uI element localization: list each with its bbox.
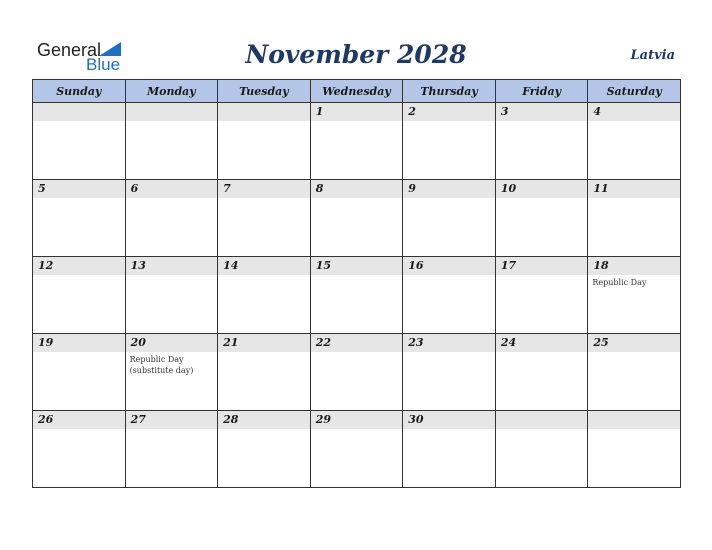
day-number — [496, 411, 588, 429]
weekday-header: Monday — [125, 80, 218, 103]
day-cell — [495, 257, 588, 334]
day-number: 18 — [588, 257, 680, 275]
day-number: 23 — [403, 334, 495, 352]
logo-blue-text: Blue — [86, 55, 121, 74]
day-number: 13 — [126, 257, 218, 275]
day-number: 24 — [496, 334, 588, 352]
day-number: 27 — [126, 411, 218, 429]
day-number: 26 — [33, 411, 125, 429]
logo-general-text: General — [37, 40, 102, 60]
weekday-header: Wednesday — [310, 80, 403, 103]
day-cell — [588, 334, 681, 411]
day-number: 20 — [126, 334, 218, 352]
weekday-header-row — [33, 80, 681, 103]
day-number — [126, 103, 218, 121]
day-number: 25 — [588, 334, 680, 352]
day-cell — [588, 257, 681, 334]
day-number: 10 — [496, 180, 588, 198]
weekday-header: Friday — [495, 80, 588, 103]
calendar-body — [33, 103, 681, 488]
day-number — [218, 103, 310, 121]
day-cell — [218, 180, 311, 257]
country-label: Latvia — [630, 48, 675, 63]
day-cell — [33, 180, 126, 257]
day-cell — [310, 411, 403, 488]
day-cell — [495, 103, 588, 180]
day-cell — [310, 103, 403, 180]
day-number: 21 — [218, 334, 310, 352]
day-cell — [310, 257, 403, 334]
day-cell — [125, 180, 218, 257]
week-row — [33, 180, 681, 257]
day-cell — [125, 334, 218, 411]
day-number: 9 — [403, 180, 495, 198]
week-row — [33, 103, 681, 180]
day-number: 12 — [33, 257, 125, 275]
day-number: 28 — [218, 411, 310, 429]
day-number: 30 — [403, 411, 495, 429]
day-cell — [403, 180, 496, 257]
day-cell — [218, 411, 311, 488]
day-number: 3 — [496, 103, 588, 121]
week-row — [33, 411, 681, 488]
day-cell — [33, 334, 126, 411]
day-cell — [218, 103, 311, 180]
day-cell — [218, 334, 311, 411]
day-number: 14 — [218, 257, 310, 275]
day-cell — [403, 257, 496, 334]
day-number: 4 — [588, 103, 680, 121]
weekday-header: Thursday — [403, 80, 496, 103]
day-number: 7 — [218, 180, 310, 198]
day-cell — [33, 411, 126, 488]
day-cell — [403, 103, 496, 180]
weekday-header: Saturday — [588, 80, 681, 103]
day-cell — [588, 411, 681, 488]
day-number: 29 — [311, 411, 403, 429]
day-number: 22 — [311, 334, 403, 352]
day-number: 2 — [403, 103, 495, 121]
day-cell — [125, 257, 218, 334]
weekday-header: Tuesday — [218, 80, 311, 103]
day-number: 15 — [311, 257, 403, 275]
day-cell — [588, 103, 681, 180]
day-cell — [125, 411, 218, 488]
holiday-label: Republic Day — [592, 278, 647, 287]
day-cell — [588, 180, 681, 257]
day-cell — [125, 103, 218, 180]
day-number: 17 — [496, 257, 588, 275]
day-cell — [218, 257, 311, 334]
day-number — [588, 411, 680, 429]
weekday-header: Sunday — [33, 80, 126, 103]
day-number: 5 — [33, 180, 125, 198]
week-row — [33, 334, 681, 411]
week-row — [33, 257, 681, 334]
day-number: 19 — [33, 334, 125, 352]
day-cell — [495, 334, 588, 411]
day-number — [33, 103, 125, 121]
day-number: 8 — [311, 180, 403, 198]
day-number: 6 — [126, 180, 218, 198]
holiday-label: Republic Day (substitute day) — [129, 355, 194, 375]
day-cell — [33, 257, 126, 334]
day-cell — [403, 334, 496, 411]
day-number: 1 — [311, 103, 403, 121]
page-title: November 2028 — [245, 40, 467, 69]
day-number: 16 — [403, 257, 495, 275]
day-cell — [310, 334, 403, 411]
calendar-grid — [32, 79, 681, 488]
day-cell — [403, 411, 496, 488]
day-cell — [33, 103, 126, 180]
day-number: 11 — [588, 180, 680, 198]
day-cell — [310, 180, 403, 257]
day-cell — [495, 411, 588, 488]
day-cell — [495, 180, 588, 257]
